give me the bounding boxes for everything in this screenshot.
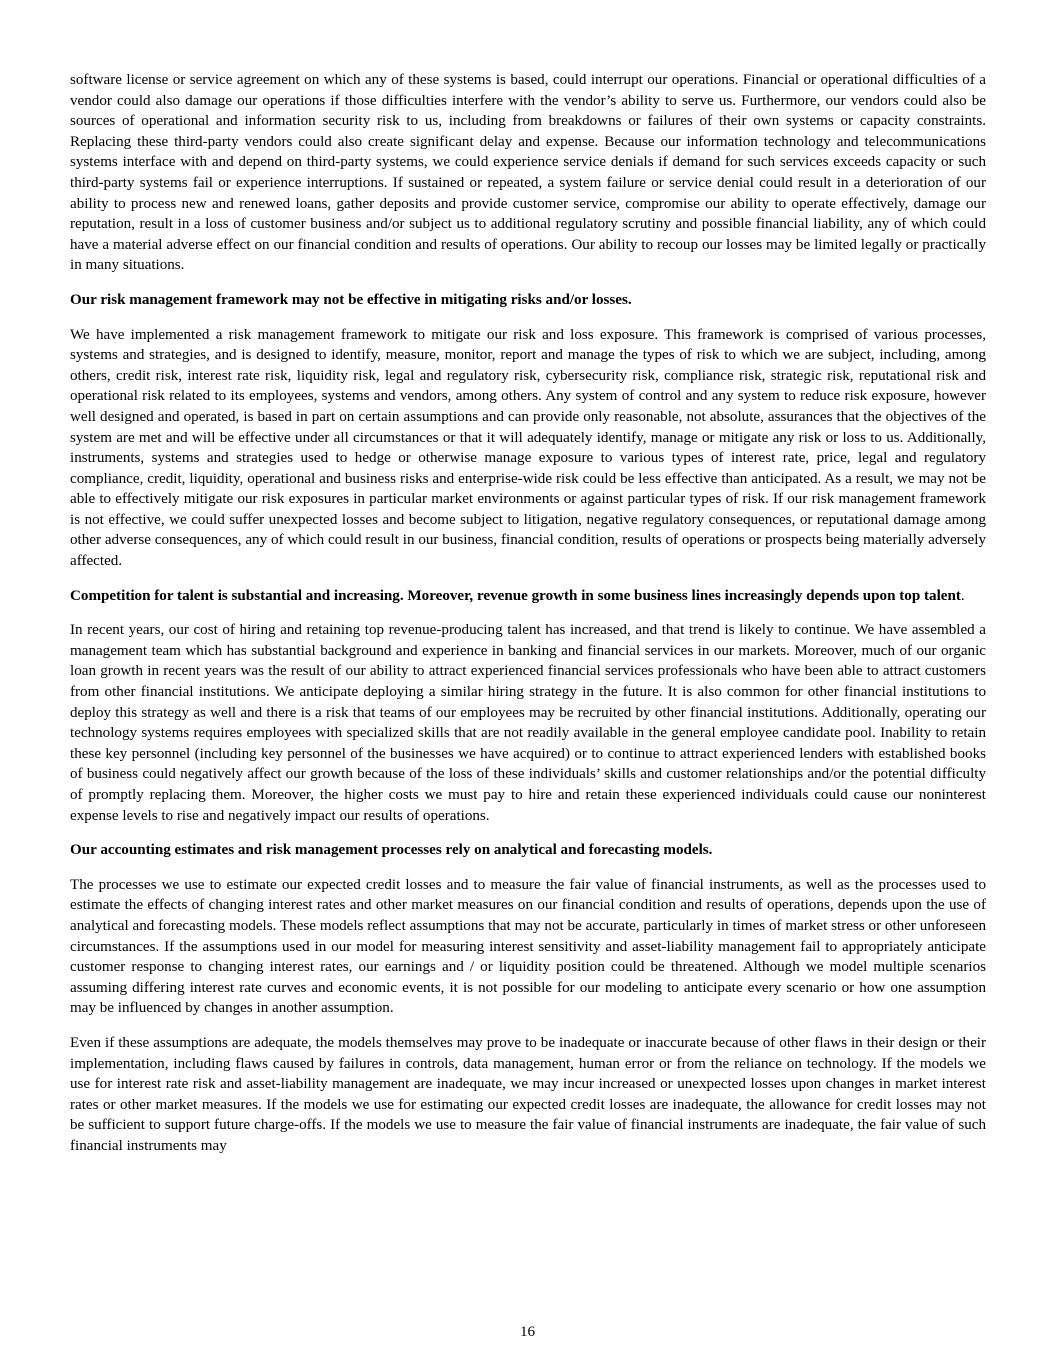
page-number: 16 [519, 1324, 536, 1340]
paragraph-competition-talent: In recent years, our cost of hiring and retaining top revenue-producing talent has increased, and that trend is likely to continue. We have assembled a management team which has substantial background and experience in banking and financial services in our markets. Moreover, much of our organic loan growth in recent years was the result of our ability to attract experienced financial services professionals who have been able to attract customers from other financial institutions. We anticipate deploying a similar hiring strategy in the future. It is also common for other financial institutions to deploy this strategy as well and there is a risk that teams of our employees may be recruited by other financial institutions. Additionally, operating our technology systems requires employees with specialized skills that are not readily available in the general employee candidate pool. Inability to retain these key personnel (including key personnel of the businesses we have acquired) or to continue to attract experienced lenders with established books of business could negatively affect our growth because of the loss of these individuals’ skills and customer relationships and/or the potential difficulty of promptly replacing them. Moreover, the higher costs we must pay to hire and retain these experienced individuals could cause our noninterest expense levels to rise and negatively impact our results of operations. [70, 622, 986, 824]
heading-risk-management: Our risk management framework may not be effective in mitigating risks and/or losses. [70, 291, 632, 308]
heading-competition-talent [70, 586, 986, 607]
document-body [70, 70, 986, 1171]
paragraph-model-flaws: Even if these assumptions are adequate, the models themselves may prove to be inadequate or inaccurate because of other flaws in their design or their implementation, including flaws caused by failures in controls, data management, human error or from the reliance on technology. If the models we use for interest rate risk and asset-liability management are inadequate, we may incur increased or unexpected losses upon changes in market interest rates or other market measures. If the models we use for estimating our expected credit losses are inadequate, the allowance for credit losses may not be sufficient to support future charge-offs. If the models we use to measure the fair value of financial instruments are inadequate, the fair value of such financial instruments may [70, 1034, 986, 1154]
heading-competition-talent-text: Competition for talent is substantial and increasing. Moreover, revenue growth in some business lines increasingly depends upon top talent [70, 587, 961, 604]
paragraph-accounting-models: The processes we use to estimate our expected credit losses and to measure the fair value of financial instruments, as well as the processes used to estimate the effects of changing interest rates and other market measures on our financial condition and results of operations, depends upon the use of analytical and forecasting models. These models reflect assumptions that may not be accurate, particularly in times of market stress or other unforeseen circumstances. If the assumptions used in our model for measuring interest sensitivity and asset-liability management fail to appropriately anticipate customer response to changing interest rates, our earnings and / or liquidity position could be threatened. Although we model multiple scenarios assuming differing interest rate curves and economic events, it is not possible for our modeling to anticipate every scenario or how one assumption may be influenced by changes in another assumption. [70, 876, 986, 1017]
paragraph-risk-management: We have implemented a risk management framework to mitigate our risk and loss exposure. This framework is comprised of various processes, systems and strategies, and is designed to identify, measure, monitor, report and manage the types of risk to which we are subject, including, among others, credit risk, interest rate risk, liquidity risk, legal and regulatory risk, cybersecurity risk, compliance risk, strategic risk, reputational risk and operational risk related to its employees, systems and vendors, among others. Any system of control and any system to reduce risk exposure, however well designed and operated, is based in part on certain assumptions and can provide only reasonable, not absolute, assurances that the objectives of the system are met and will be effective under all circumstances or that it will adequately identify, manage or mitigate any risk or loss to us. Additionally, instruments, systems and strategies used to hedge or otherwise manage exposure to various types of interest rate, price, legal and regulatory compliance, credit, liquidity, operational and business risks and enterprise-wide risk could be less effective than anticipated. As a result, we may not be able to effectively mitigate our risk exposures in particular market environments or against particular types of risk. If our risk management framework is not effective, we could suffer unexpected losses and become subject to litigation, negative regulatory consequences, or reputational damage among other adverse consequences, any of which could result in our business, financial condition, results of operations or prospects being materially adversely affected. [70, 326, 986, 570]
heading-accounting-models: Our accounting estimates and risk management processes rely on analytical and forecasting models. [70, 842, 713, 859]
paragraph-vendor-risk: software license or service agreement on which any of these systems is based, could interrupt our operations. Financial or operational difficulties of a vendor could also damage our operations if those difficulties interfere with the vendor’s ability to serve us. Furthermore, our vendors could also be sources of operational and information security risk to us, including from breakdowns or failures of their own systems or capacity constraints. Replacing these third-party vendors could also create significant delay and expense. Because our information technology and telecommunications systems interface with and depend on third-party systems, we could experience service denials if demand for such services exceeds capacity or such third-party systems fail or experience interruptions. If sustained or repeated, a system failure or service denial could result in a deterioration of our ability to process new and renewed loans, gather deposits and provide customer service, compromise our ability to operate effectively, damage our reputation, result in a loss of customer business and/or subject us to additional regulatory scrutiny and possible financial liability, any of which could have a material adverse effect on our financial condition and results of operations. Our ability to recoup our losses may be limited legally or practically in many situations. [70, 72, 986, 274]
heading-competition-talent-period: . [960, 587, 965, 604]
